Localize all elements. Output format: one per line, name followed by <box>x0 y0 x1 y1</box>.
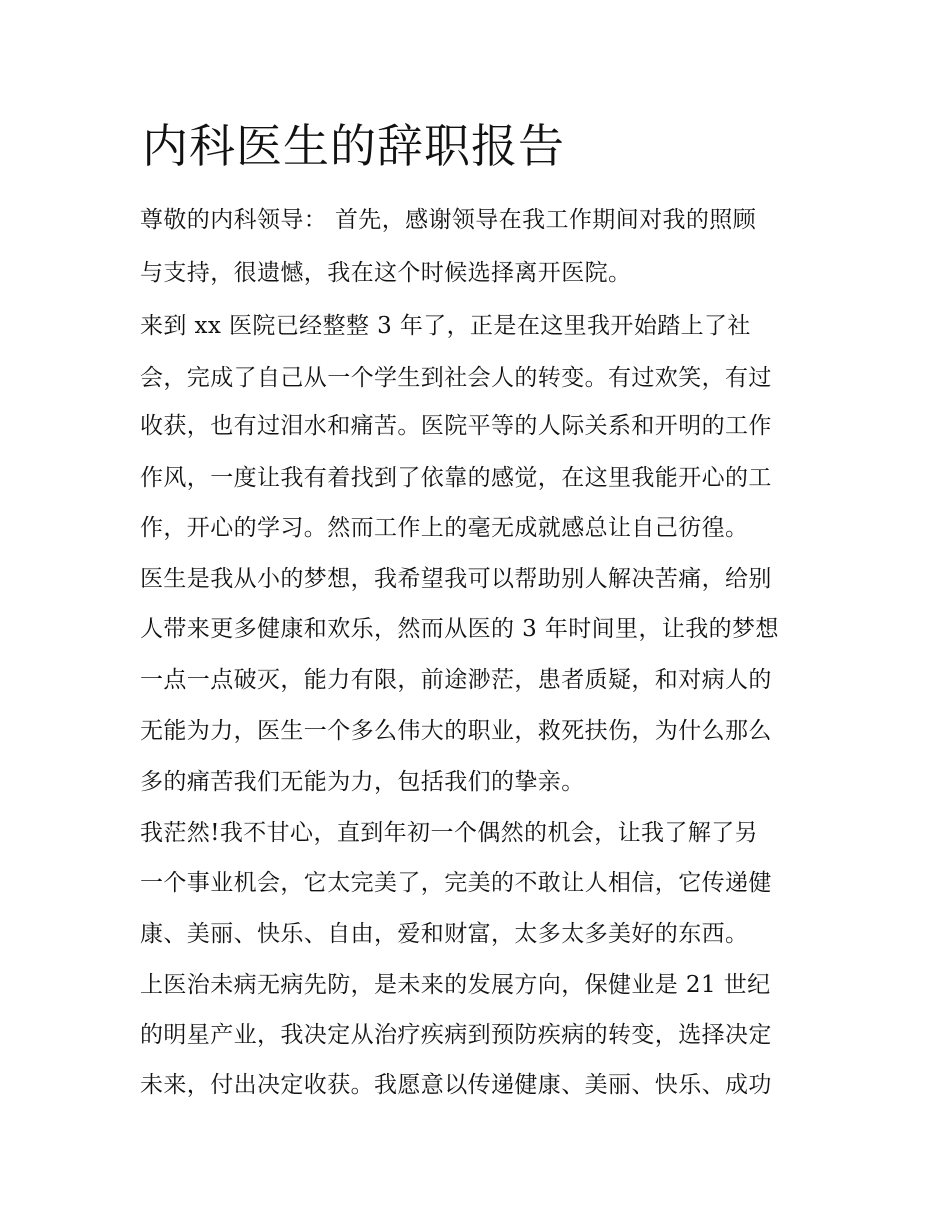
body-line: 一个事业机会，它太完美了，完美的不敢让人相信，它传递健 <box>140 870 772 896</box>
body-line: 作，开心的学习。然而工作上的毫无成就感总让自己彷徨。 <box>140 515 749 541</box>
body-line: 作风，一度让我有着找到了依靠的感觉，在这里我能开心的工 <box>140 465 772 491</box>
body-line: 上医治未病无病先防，是未来的发展方向，保健业是 21 世纪 <box>140 972 771 998</box>
body-line: 多的痛苦我们无能为力，包括我们的挚亲。 <box>140 769 585 795</box>
body-line: 尊敬的内科领导： 首先，感谢领导在我工作期间对我的照顾 <box>140 207 757 233</box>
body-line: 来到 xx 医院已经整整 3 年了，正是在这里我开始踏上了社 <box>140 313 751 339</box>
body-line: 无能为力，医生一个多么伟大的职业，救死扶伤，为什么那么 <box>140 718 772 744</box>
body-line: 人带来更多健康和欢乐，然而从医的 3 年时间里，让我的梦想 <box>140 616 779 642</box>
body-line: 会，完成了自己从一个学生到社会人的转变。有过欢笑，有过 <box>140 365 772 391</box>
body-line: 我茫然!我不甘心，直到年初一个偶然的机会，让我了解了另 <box>140 820 759 846</box>
body-line: 一点一点破灭，能力有限，前途渺茫，患者质疑，和对病人的 <box>140 667 772 693</box>
body-line: 与支持，很遗憾，我在这个时候选择离开医院。 <box>140 260 632 286</box>
body-line: 康、美丽、快乐、自由，爱和财富，太多太多美好的东西。 <box>140 921 749 947</box>
document-title: 内科医生的辞职报告 <box>142 119 565 173</box>
body-line: 收获，也有过泪水和痛苦。医院平等的人际关系和开明的工作 <box>140 413 772 439</box>
body-line: 未来，付出决定收获。我愿意以传递健康、美丽、快乐、成功 <box>140 1072 772 1098</box>
body-line: 的明星产业，我决定从治疗疾病到预防疾病的转变，选择决定 <box>140 1022 772 1048</box>
body-line: 医生是我从小的梦想，我希望我可以帮助别人解决苦痛，给别 <box>140 566 772 592</box>
